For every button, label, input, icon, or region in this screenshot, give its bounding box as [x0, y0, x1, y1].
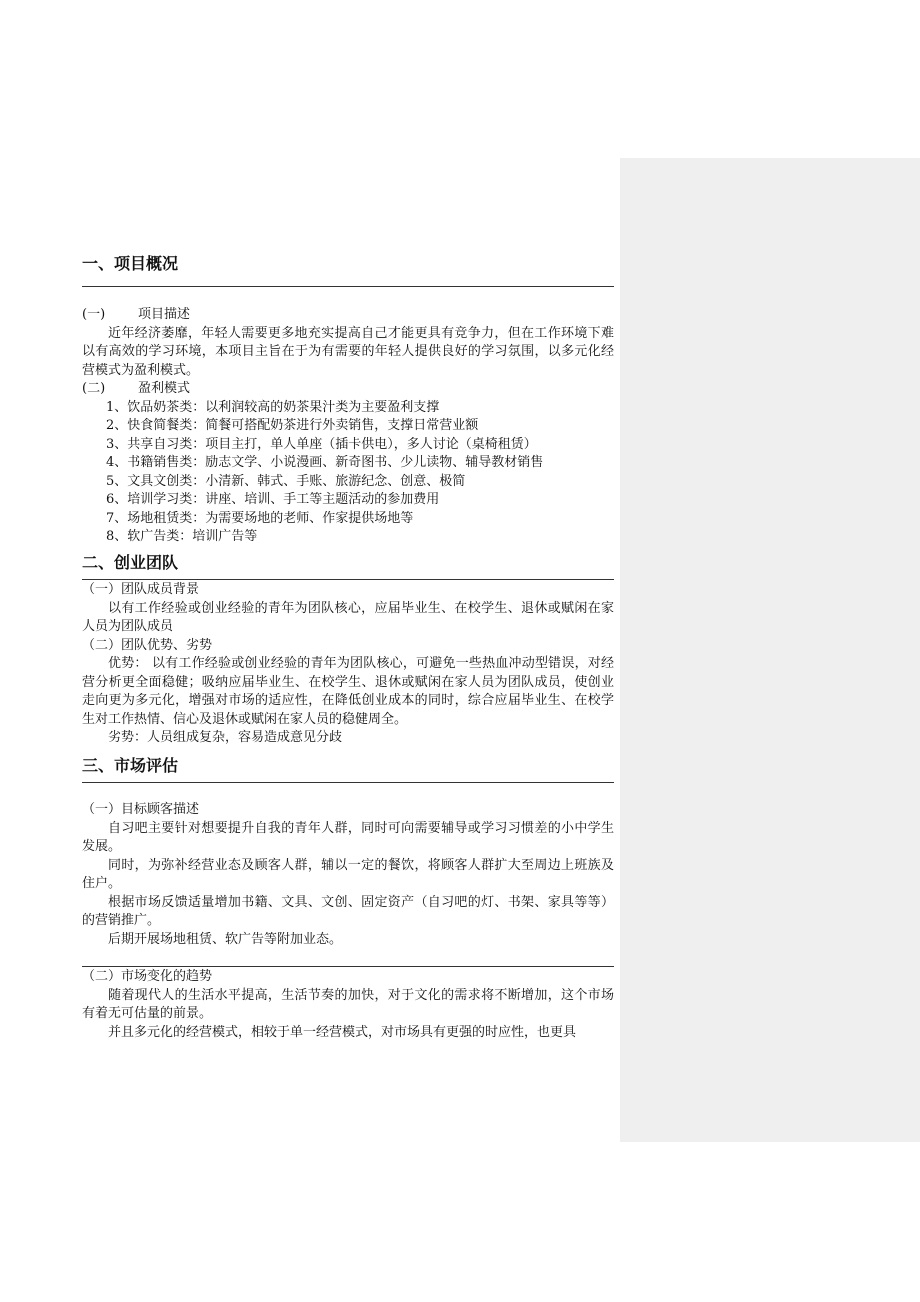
paragraph-trend-2: 并且多元化的经营模式，相较于单一经营模式，对市场具有更强的时应性，也更具 [108, 1024, 577, 1040]
paragraph-target-2: 同时，为弥补经营业态及顾客人群，辅以一定的餐饮，将顾客人群扩大至周边上班族及住户。 [82, 857, 614, 891]
section-team-body [82, 581, 614, 748]
subheading-market-trend: （二）市场变化的趋势 [82, 969, 213, 984]
list-item: 5、文具文创类：小清新、韩式、手账、旅游纪念、创意、极简 [106, 473, 466, 489]
list-item: 2、快食简餐类：简餐可搭配奶茶进行外卖销售，支撑日常营业额 [106, 418, 479, 433]
paragraph-team-background: 以有工作经验或创业经验的青年为团队核心，应届毕业生、在校学生、退休或赋闲在家人员为团队成员 [82, 600, 614, 634]
section-heading-market: 三、市场评估 [82, 756, 179, 775]
subheading-team-strengths: （二）团队优势、劣势 [82, 637, 213, 653]
section-rule [82, 782, 614, 783]
subsection-rule [82, 966, 614, 967]
subheading-number: (一) [82, 307, 106, 322]
paragraph-target-4: 后期开展场地租赁、软广告等附加业态。 [108, 931, 343, 947]
list-item: 1、饮品奶茶类：以利润较高的奶茶果汁类为主要盈利支撑 [106, 399, 440, 415]
section-rule [82, 286, 614, 287]
subheading-title: 盈利模式 [138, 381, 191, 396]
list-item: 7、场地租赁类：为需要场地的老师、作家提供场地等 [106, 510, 414, 526]
list-item: 8、软广告类：培训广告等 [106, 529, 258, 544]
paragraph-target-1: 自习吧主要针对想要提升自我的青年人群，同时可向需要辅导或学习习惯差的小中学生发展。 [82, 820, 614, 854]
subheading-team-background: （一）团队成员背景 [82, 582, 200, 597]
list-item: 6、培训学习类：讲座、培训、手工等主题活动的参加费用 [106, 492, 440, 507]
subheading-profit-model [82, 380, 614, 399]
section-market-body [82, 801, 614, 949]
paragraph-trend-1: 随着现代人的生活水平提高，生活节奏的加快，对于文化的需求将不断增加，这个市场有着无可估量的前景。 [82, 987, 614, 1021]
paragraph-strengths: 优势： 以有工作经验或创业经验的青年为团队核心，可避免一些热血冲动型错误，对经营分析更全面稳健；吸纳应届毕业生、在校学生、退休或赋闲在家人员为团队成员，使创业走向更为多元化，增强对市场的适应性，在降低创业成本的同时，综合应届毕业生、在校学生对工作热情、信心及退休或赋闲在家人员的稳健周全。 [82, 656, 614, 727]
comment-pane [620, 158, 920, 1142]
subheading-description [82, 306, 614, 325]
paragraph-description: 近年经济萎靡，年轻人需要更多地充实提高自己才能更具有竞争力，但在工作环境下难以有高效的学习环境，本项目主旨在于为有需要的年轻人提供良好的学习氛围，以多元化经营模式为盈利模式。 [82, 325, 614, 378]
paragraph-target-3: 根据市场反馈适量增加书籍、文具、文创、固定资产（自习吧的灯、书架、家具等等）的营销推广。 [82, 894, 614, 928]
paragraph-weaknesses: 劣势：人员组成复杂，容易造成意见分歧 [108, 730, 343, 745]
subheading-number: (二) [82, 381, 106, 396]
subheading-title: 项目描述 [138, 307, 191, 322]
section-rule [82, 579, 614, 580]
section-heading-overview: 一、项目概况 [82, 254, 179, 273]
subheading-target-customers: （一）目标顾客描述 [82, 802, 200, 817]
list-item: 4、书籍销售类：励志文学、小说漫画、新奇图书、少儿读物、辅导教材销售 [106, 455, 544, 470]
section-market-trend [82, 968, 614, 1042]
section-heading-team: 二、创业团队 [82, 553, 179, 572]
list-item: 3、共享自习类：项目主打，单人单座（插卡供电），多人讨论（桌椅租赁） [106, 436, 537, 452]
section-overview-body [82, 306, 614, 547]
